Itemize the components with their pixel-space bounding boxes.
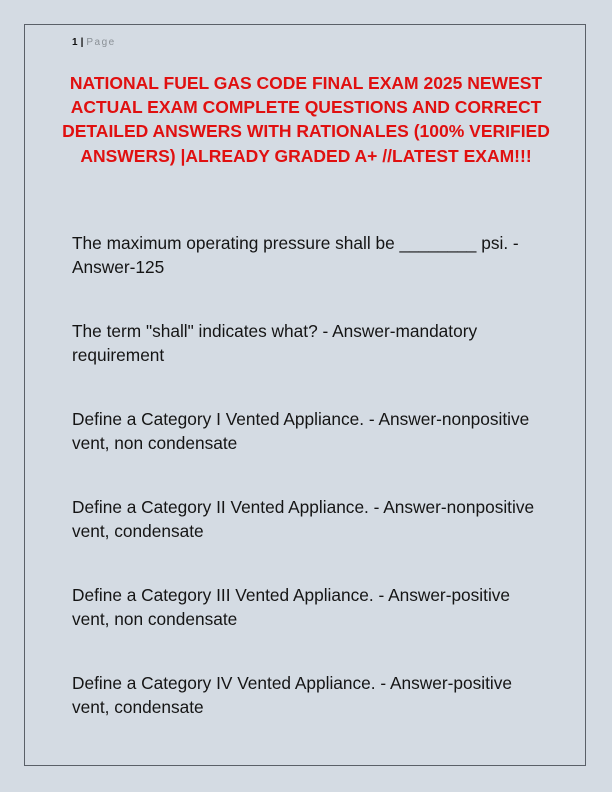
page-number: 1 <box>72 37 78 48</box>
page-label: Page <box>86 37 116 48</box>
page-separator: | <box>80 37 84 48</box>
qa-item: Define a Category I Vented Appliance. - Answer-nonpositive vent, non condensate <box>72 409 530 453</box>
qa-item: The maximum operating pressure shall be ________ psi. - Answer-125 <box>72 233 519 277</box>
qa-item: Define a Category IV Vented Appliance. - Answer-positive vent, condensate <box>72 673 512 717</box>
document-title: NATIONAL FUEL GAS CODE FINAL EXAM 2025 NEWEST ACTUAL EXAM COMPLETE QUESTIONS AND CORRECT DETAILED ANSWERS WITH RATIONALES (100% VERIFIED ANSWERS) |ALREADY GRADED A+ //LATEST EXAM!!! <box>62 73 550 166</box>
page-header <box>72 36 116 50</box>
qa-item: The term "shall" indicates what? - Answer-mandatory requirement <box>72 321 478 365</box>
qa-item: Define a Category II Vented Appliance. - Answer-nonpositive vent, condensate <box>72 497 535 541</box>
qa-item: Define a Category III Vented Appliance. - Answer-positive vent, non condensate <box>72 585 511 629</box>
